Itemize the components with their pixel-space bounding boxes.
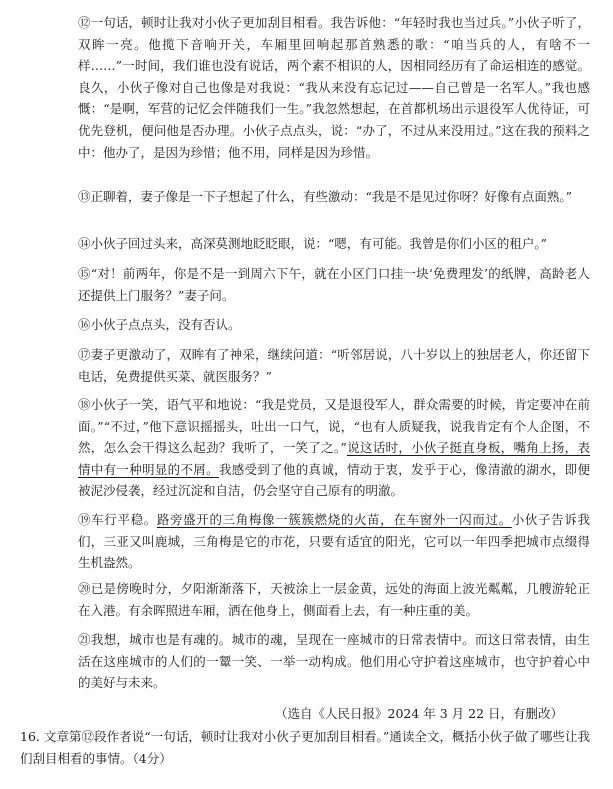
underlined-sentence: 路旁盛开的三角梅像一簇簇燃烧的火苗，在车窗外一闪而过。 [156, 512, 512, 527]
paragraph-text: 我想，城市也是有魂的。城市的魂，呈现在一座城市的日常表情中。而这日常表情，由生活在这座城市的人们的一颦一笑、一举一动构成。他们用心守护着这座城市，也守护着心中的美好与未来。 [78, 632, 590, 691]
paragraph-21 [78, 629, 590, 694]
paragraph-number: ⑮ [78, 266, 91, 281]
paragraph-number: ⑲ [78, 512, 92, 527]
paragraph-19 [78, 509, 590, 574]
paragraph-text: 小伙子点点头，没有否认。 [90, 317, 241, 332]
paragraph-number: ⑯ [78, 317, 91, 332]
paragraph-number: ⑭ [78, 236, 91, 251]
paragraph-number: ⑬ [78, 189, 91, 204]
question-16 [20, 726, 590, 769]
paragraph-number: ⑱ [78, 397, 91, 412]
paragraph-number: ⑳ [78, 581, 91, 596]
question-number: 16. [20, 729, 40, 744]
paragraph-number: ⑫ [78, 15, 91, 30]
paragraph-14 [78, 233, 590, 255]
underlined-sentence: 说这话时，小伙子挺直身板，嘴角上扬，表情中有一种明显的不屑。 [78, 440, 590, 477]
paragraph-text: “对！前两年，你是不是一到周六下午，就在小区门口挂一块‘免费理发’的纸牌，高龄老人还提供上门服务？”妻子问。 [78, 266, 590, 303]
question-text: 文章第⑫段作者说“一句话，顿时让我对小伙子更加刮目相看。”通读全文，概括小伙子做了哪些让我们刮目相看的事情。（4分） [20, 729, 590, 766]
paragraph-text: 已是傍晚时分，夕阳渐渐落下，天被涂上一层金黄，远处的海面上波光粼粼，几艘游轮正在入港。有余晖照进车厢，洒在他身上，侧面看上去，有一种庄重的美。 [78, 581, 590, 618]
paragraph-12 [78, 12, 590, 163]
paragraph-number: ⑰ [78, 347, 91, 362]
paragraph-text: 我感受到了他的真诚，情动于衷，发乎于心，像清澈的湖水，即便被泥沙侵袭，经过沉淀和自洁，仍会坚守自己原有的明澈。 [78, 461, 590, 499]
paragraph-text: 小伙子一笑，语气平和地说：“我是党员，又是退役军人，群众需要的时候，肯定要冲在前面。”“不过，”他下意识摇摇头，吐出一口气，说，“也有人质疑我，说我肯定有个人企图，不然，怎么会干得这么起劲？我听了，一笑了之。” [78, 397, 590, 456]
paragraph-15 [78, 263, 590, 306]
paragraph-20 [78, 578, 590, 621]
paragraph-text: 小伙子告诉我们，三亚又叫鹿城，三角梅是它的市花，只要有适宜的阳光，它可以一年四季把城市点缀得生机盎然。 [78, 512, 590, 571]
paragraph-16 [78, 314, 590, 336]
paragraph-text: 一句话，顿时让我对小伙子更加刮目相看。我告诉他：“年轻时我也当过兵。”小伙子听了，双眸一亮。他揽下音响开关，车厢里回响起那首熟悉的歌：“咱当兵的人，有啥不一样……”一时间，我们谁也没有说话，两个素不相识的人，因相同经历有了命运相连的感觉。良久，小伙子像对自己也像是对我说：“我从来没有忘记过——自己曾是一名军人。”我也感慨：“是啊，军营的记忆会伴随我们一生。”我忽然想起，在首都机场出示退役军人优待证，可优先登机，便问他是否办理。小伙子点点头，说：“办了，不过从来没用过。”这在我的预料之中：他办了，是因为珍惜；他不用，同样是因为珍惜。 [78, 15, 590, 160]
paragraph-text: 正聊着，妻子像是一下子想起了什么，有些激动：“我是不是见过你呀？好像有点面熟。” [90, 189, 573, 204]
paragraph-17 [78, 344, 590, 387]
paragraph-number: ㉑ [78, 632, 91, 647]
paragraph-13 [78, 186, 590, 208]
paragraph-text: 车行平稳。 [91, 512, 157, 527]
paragraph-text: 小伙子回过头来，高深莫测地眨眨眼，说：“嗯，有可能。我曾是你们小区的租户。” [90, 236, 548, 251]
source-citation: （选自《人民日报》2024 年 3 月 22 日，有删改） [275, 706, 564, 721]
paragraph-text: 妻子更激动了，双眸有了神采，继续问道：“听邻居说，八十岁以上的独居老人，你还留下电话，免费提供买菜、就医服务？” [78, 347, 590, 384]
paragraph-18 [78, 394, 590, 502]
